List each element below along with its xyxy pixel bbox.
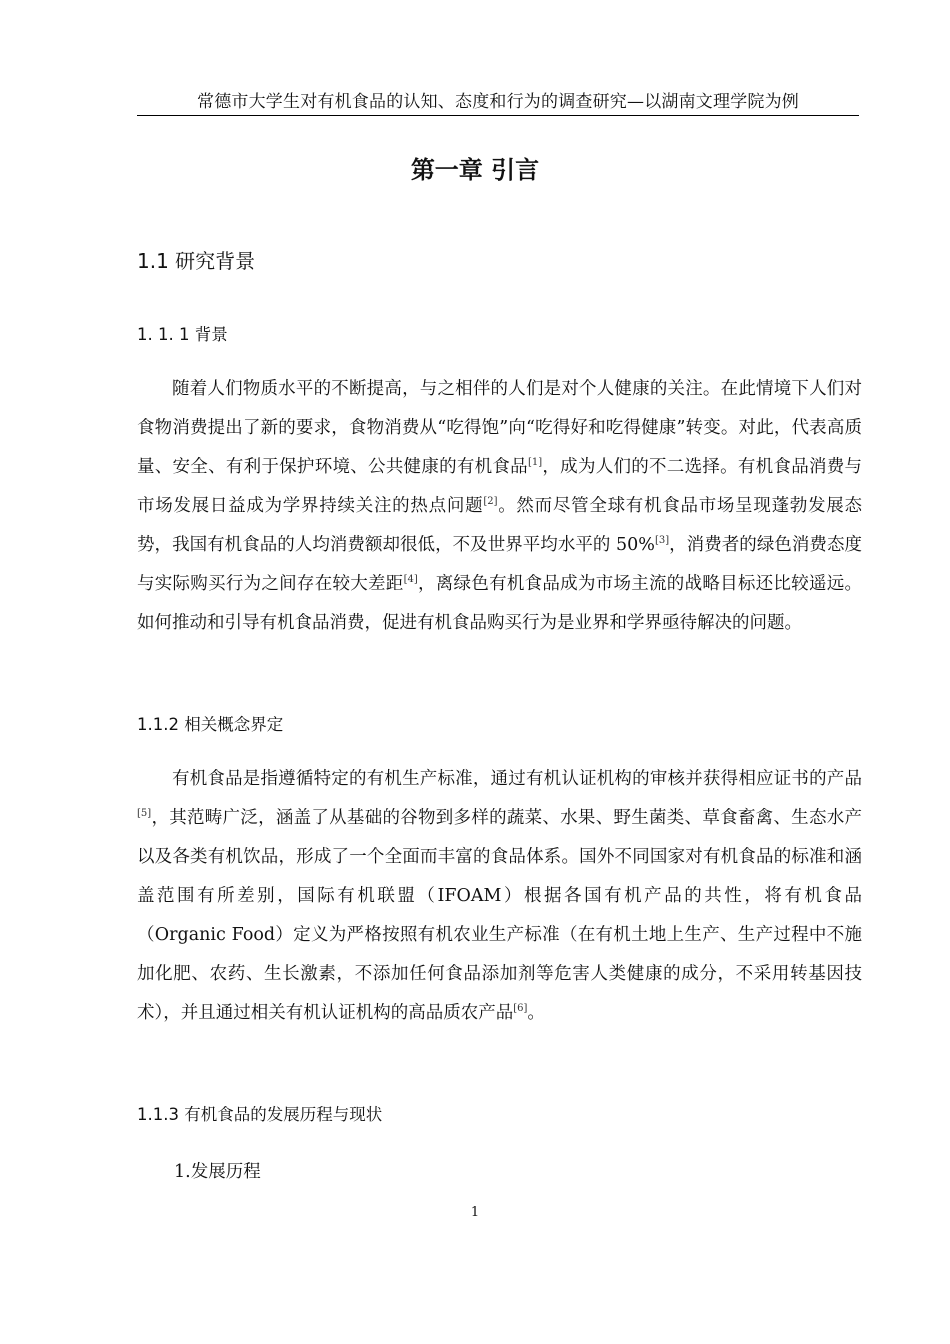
text-run: 。 [527,1003,545,1023]
definitions-paragraph [137,760,862,1033]
running-header: 常德市大学生对有机食品的认知、态度和行为的调查研究—以湖南文理学院为例 [137,91,859,116]
text-run: ，离绿色有机食品成为市场主流的战略目标还比较遥远。如何推动和引导有机食品消费，促进有机食品购买行为是业界和学界亟待解决的问题。 [137,574,863,633]
subsection-heading-background: 1. 1. 1 背景 [137,325,228,344]
citation-ref: [6] [513,1003,528,1014]
list-item-history: 1.发展历程 [174,1162,261,1182]
page-number: 1 [470,1205,480,1220]
section-heading: 1.1 研究背景 [137,249,256,273]
citation-ref: [5] [137,808,152,819]
subsection-heading-history: 1.1.3 有机食品的发展历程与现状 [137,1105,383,1124]
citation-ref: [4] [403,574,418,585]
subsection-heading-definitions: 1.1.2 相关概念界定 [137,715,284,734]
citation-ref: [1] [527,457,543,468]
citation-ref: [2] [483,496,498,507]
text-run: ，成为人们的不二选择。有机食品消费与市场发展日益成为学界持续关注的热点问题 [137,457,863,516]
citation-ref: [3] [654,535,670,546]
text-run: ，消费者的绿色消费态度与实际购买行为之间存在较大差距 [137,535,862,594]
background-paragraph [137,370,862,643]
chapter-title: 第一章 引言 [410,156,540,184]
text-run: 。然而尽管全球有机食品市场呈现蓬勃发展态势，我国有机食品的人均消费额却很低，不及世界平均水平的 50% [137,496,863,555]
text-run: ，其范畴广泛，涵盖了从基础的谷物到多样的蔬菜、水果、野生菌类、草食畜禽、生态水产以及各类有机饮品，形成了一个全面而丰富的食品体系。国外不同国家对有机食品的标准和涵盖范围有所差别，国际有机联盟（IFOAM）根据各国有机产品的共性，将有机食品（Organic Food）定义为严格按照有机农业生产标准（在有机土地上生产、生产过程中不施加化肥、农药、生长激素，不添加任何食品添加剂等危害人类健康的成分，不采用转基因技术），并且通过相关有机认证机构的高品质农产品 [137,808,862,1023]
text-run: 有机食品是指遵循特定的有机生产标准，通过有机认证机构的审核并获得相应证书的产品 [172,769,862,789]
text-run: 随着人们物质水平的不断提高，与之相伴的人们是对个人健康的关注。在此情境下人们对食物消费提出了新的要求，食物消费从“吃得饱”向“吃得好和吃得健康”转变。对此，代表高质量、安全、有利于保护环境、公共健康的有机食品 [137,379,862,477]
